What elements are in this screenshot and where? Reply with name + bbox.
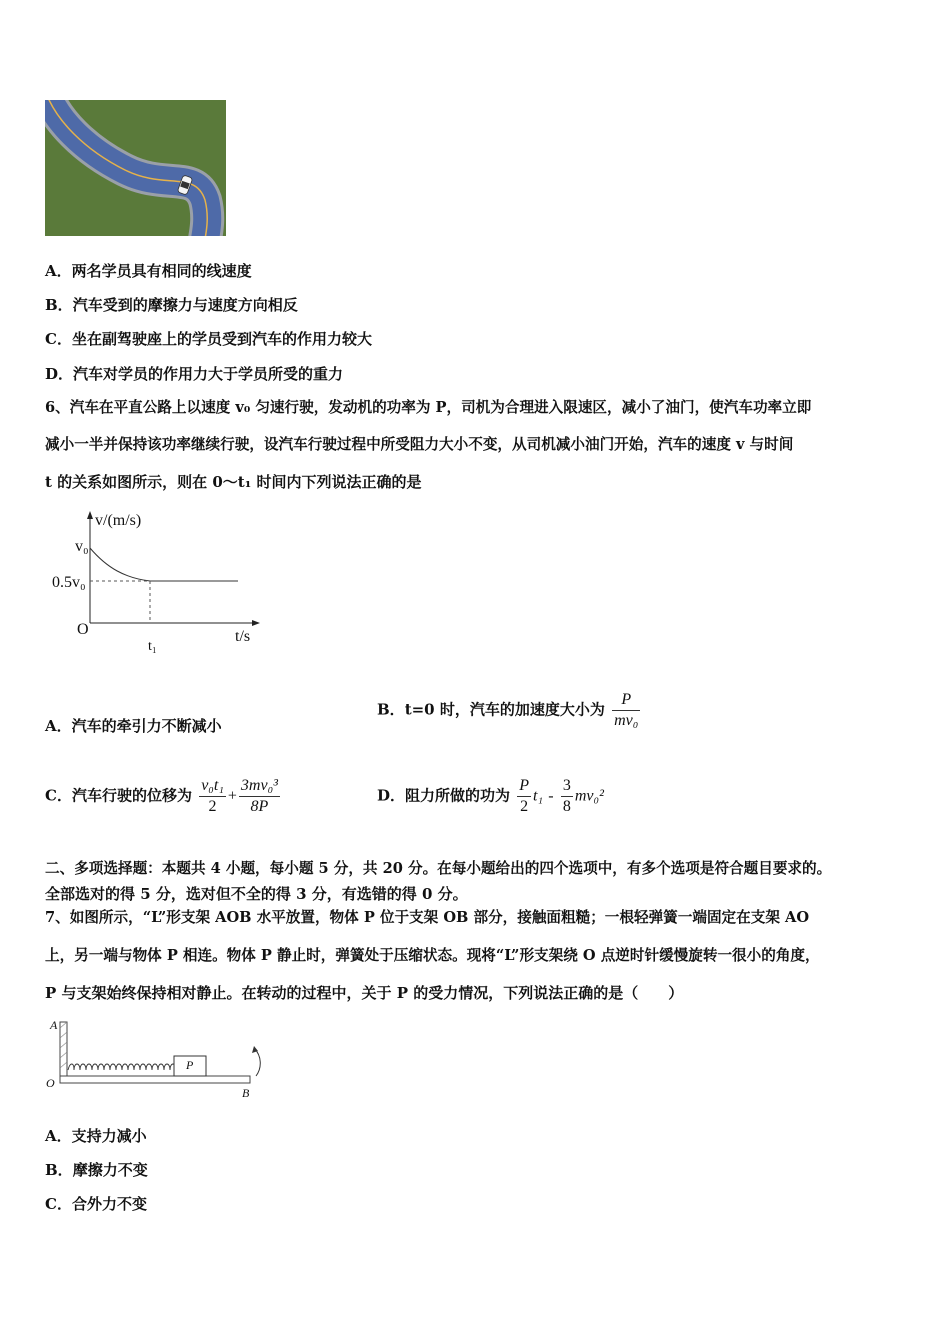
mv0-squared-term: mv₀² [574, 787, 604, 805]
q6-option-c [45, 776, 282, 817]
t1-label: t₁ [148, 639, 157, 654]
q5-option-c [45, 329, 372, 349]
fraction-v0t1-over-2: $\frac{\text{v₀t₁}}{2}$ [201, 777, 224, 815]
l-bracket-svg [42, 1018, 272, 1102]
option-text: 汽车受到的摩擦力与速度方向相反 [72, 296, 298, 314]
q7-option-b [45, 1160, 148, 1180]
fraction-3-over-8: $\frac{3}{8}$ [562, 777, 571, 815]
t1-term: t₁ [533, 787, 544, 805]
q6-stem-line2: 减小一半并保持该功率继续行驶，设汽车行驶过程中所受阻力大小不变，从司机减小油门开始，汽车的速度 v 与时间 [45, 436, 794, 453]
option-text: 汽车的牵引力不断减小 [71, 717, 222, 735]
point-b-label: B [242, 1086, 250, 1100]
winding-road-icon [45, 100, 226, 236]
q5-option-d [45, 364, 343, 384]
q6-stem-line3: t 的关系如图所示，则在 0～t₁ 时间内下列说法正确的是 [45, 473, 422, 491]
l-bracket-figure [42, 1018, 272, 1102]
q7-stem-line1: 7、如图所示，“L”形支架 AOB 水平放置，物体 P 位于支架 OB 部分，接触面粗糙；一根轻弹簧一端固定在支架 AO [45, 909, 810, 926]
option-text: 两名学员具有相同的线速度 [71, 262, 252, 280]
section2-line1: 二、多项选择题：本题共 4 小题，每小题 5 分，共 20 分。在每小题给出的四个选项中，有多个选项是符合题目要求的。 [45, 860, 832, 877]
option-letter: D． [45, 365, 74, 383]
y-axis-label: v/(m/s) [95, 512, 142, 529]
option-letter: C． [45, 330, 72, 348]
v0-label: v₀ [75, 538, 89, 555]
option-letter: C． [45, 1195, 72, 1213]
option-text: 支持力减小 [71, 1127, 147, 1145]
point-o-label: O [46, 1076, 55, 1090]
q6-option-d [377, 776, 604, 817]
option-letter: B． [45, 1161, 73, 1179]
velocity-time-graph [45, 508, 265, 663]
option-text: 阻力所做的功为 [405, 786, 511, 805]
x-axis-label: t/s [235, 628, 251, 645]
option-letter: A． [45, 262, 72, 280]
q6-option-a [45, 716, 222, 736]
option-text: 摩擦力不变 [72, 1161, 148, 1179]
block-p-label: P [186, 1058, 194, 1072]
plus-sign: + [227, 787, 237, 805]
q5-option-a [45, 261, 252, 281]
option-letter: C． [45, 786, 72, 805]
q6-stem-line1: 6、汽车在平直公路上以速度 v₀ 匀速行驶，发动机的功率为 P，司机为合理进入限速区，减小了油门，使汽车功率立即 [45, 399, 812, 416]
option-letter: D． [377, 786, 406, 805]
half-v0-label: 0.5v₀ [52, 574, 86, 591]
origin-label: O [77, 621, 89, 638]
q7-stem-line2: 上，另一端与物体 P 相连。物体 P 静止时，弹簧处于压缩状态。现将“L”形支架绕 O 点逆时针缓慢旋转一很小的角度， [45, 947, 820, 964]
option-text: t=0 时，汽车的加速度大小为 [404, 700, 605, 719]
option-text: 合外力不变 [71, 1195, 147, 1213]
point-a-label: A [50, 1018, 58, 1032]
minus-sign: - [548, 787, 554, 805]
road-figure [45, 100, 226, 236]
section2-line2: 全部选对的得 5 分，选对但不全的得 3 分，有选错的得 0 分。 [45, 885, 468, 903]
option-letter: A． [45, 717, 72, 735]
q7-option-a [45, 1126, 147, 1146]
option-text: 汽车行驶的位移为 [71, 786, 192, 805]
q6-option-b [377, 690, 642, 731]
q5-option-b [45, 295, 298, 315]
q7-option-c [45, 1194, 147, 1214]
fraction-3mv0-over-8p: $\frac{\text{3mv₀³}}{8P}$ [240, 777, 278, 815]
option-text: 汽车对学员的作用力大于学员所受的重力 [73, 365, 344, 383]
q7-stem-line3: P 与支架始终保持相对静止。在转动的过程中，关于 P 的受力情况，下列说法正确的是（ ） [45, 984, 684, 1002]
fraction-p-over-mv0: $\frac{P}{\text{mv₀}}$ [614, 691, 639, 729]
option-text: 坐在副驾驶座上的学员受到汽车的作用力较大 [71, 330, 372, 348]
fraction-p-over-2: $\frac{P}{2}$ [519, 777, 530, 815]
option-letter: B． [45, 296, 73, 314]
option-letter: B． [377, 700, 405, 719]
option-letter: A． [45, 1127, 72, 1145]
